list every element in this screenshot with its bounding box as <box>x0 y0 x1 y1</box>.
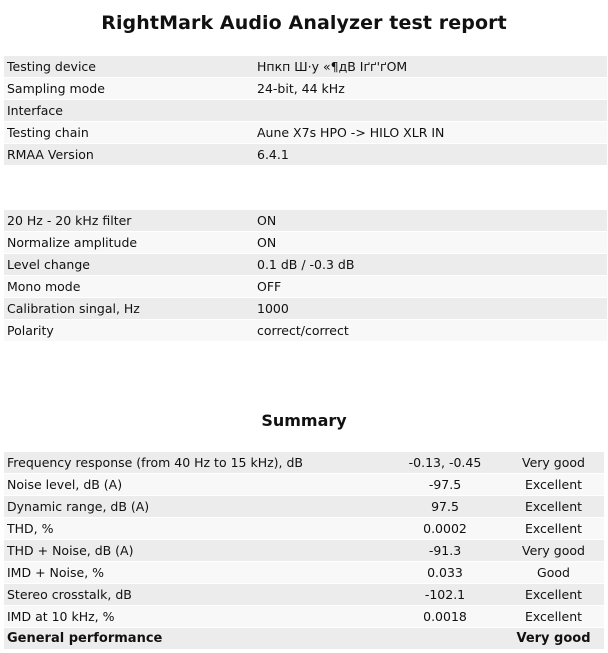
metric-label: Noise level, dB (A) <box>4 474 387 496</box>
row-label: Mono mode <box>4 276 254 298</box>
row-value: OFF <box>254 276 607 298</box>
table-row <box>4 232 607 254</box>
table-row <box>4 474 604 496</box>
table-row <box>4 452 604 474</box>
row-value: correct/correct <box>254 320 607 342</box>
metric-rating: Excellent <box>503 496 604 518</box>
metric-label: IMD + Noise, % <box>4 562 387 584</box>
table-row <box>4 298 607 320</box>
row-value: Нпкп Ш·у «¶дВ Іґґ'ґОМ <box>254 56 607 78</box>
table-row <box>4 584 604 606</box>
summary-heading: Summary <box>261 411 347 430</box>
row-label: Sampling mode <box>4 78 254 100</box>
row-value <box>254 100 607 122</box>
table-row <box>4 144 607 166</box>
row-label: Calibration singal, Hz <box>4 298 254 320</box>
table-row <box>4 100 607 122</box>
metric-value: -102.1 <box>387 584 503 606</box>
table-row <box>4 540 604 562</box>
row-label: Testing chain <box>4 122 254 144</box>
row-value: 0.1 dB / -0.3 dB <box>254 254 607 276</box>
row-label: Testing device <box>4 56 254 78</box>
metric-rating: Excellent <box>503 584 604 606</box>
report-title: RightMark Audio Analyzer test report <box>101 12 507 34</box>
row-label: RMAA Version <box>4 144 254 166</box>
row-label: Interface <box>4 100 254 122</box>
table-row <box>4 320 607 342</box>
table-row <box>4 78 607 100</box>
row-value: 1000 <box>254 298 607 320</box>
row-label: Polarity <box>4 320 254 342</box>
general-performance-value <box>387 628 503 650</box>
row-label: Level change <box>4 254 254 276</box>
table-row <box>4 518 604 540</box>
general-performance-label: General performance <box>4 628 387 650</box>
metric-rating: Excellent <box>503 474 604 496</box>
metric-rating: Excellent <box>503 606 604 628</box>
metric-value: -0.13, -0.45 <box>387 452 503 474</box>
metric-label: Dynamic range, dB (A) <box>4 496 387 518</box>
metric-rating: Very good <box>503 540 604 562</box>
row-value: 24-bit, 44 kHz <box>254 78 607 100</box>
metric-rating: Good <box>503 562 604 584</box>
metric-value: -91.3 <box>387 540 503 562</box>
table-row <box>4 254 607 276</box>
row-label: Normalize amplitude <box>4 232 254 254</box>
row-value: ON <box>254 210 607 232</box>
table-row <box>4 496 604 518</box>
metric-label: Stereo crosstalk, dB <box>4 584 387 606</box>
metric-rating: Excellent <box>503 518 604 540</box>
row-value: Aune X7s HPO -> HILO XLR IN <box>254 122 607 144</box>
row-value: 6.4.1 <box>254 144 607 166</box>
metric-rating: Very good <box>503 452 604 474</box>
metric-value: -97.5 <box>387 474 503 496</box>
general-performance-rating: Very good <box>503 628 604 650</box>
summary-table <box>4 452 604 650</box>
general-performance-row <box>4 628 604 650</box>
table-row <box>4 606 604 628</box>
row-value: ON <box>254 232 607 254</box>
settings-table <box>4 210 607 342</box>
metric-label: THD + Noise, dB (A) <box>4 540 387 562</box>
device-info-table <box>4 56 607 166</box>
metric-value: 97.5 <box>387 496 503 518</box>
table-row <box>4 562 604 584</box>
table-row <box>4 276 607 298</box>
metric-label: THD, % <box>4 518 387 540</box>
table-row <box>4 210 607 232</box>
table-row <box>4 122 607 144</box>
row-label: 20 Hz - 20 kHz filter <box>4 210 254 232</box>
table-row <box>4 56 607 78</box>
metric-value: 0.033 <box>387 562 503 584</box>
metric-label: Frequency response (from 40 Hz to 15 kHz), dB <box>4 452 387 474</box>
metric-label: IMD at 10 kHz, % <box>4 606 387 628</box>
metric-value: 0.0018 <box>387 606 503 628</box>
metric-value: 0.0002 <box>387 518 503 540</box>
